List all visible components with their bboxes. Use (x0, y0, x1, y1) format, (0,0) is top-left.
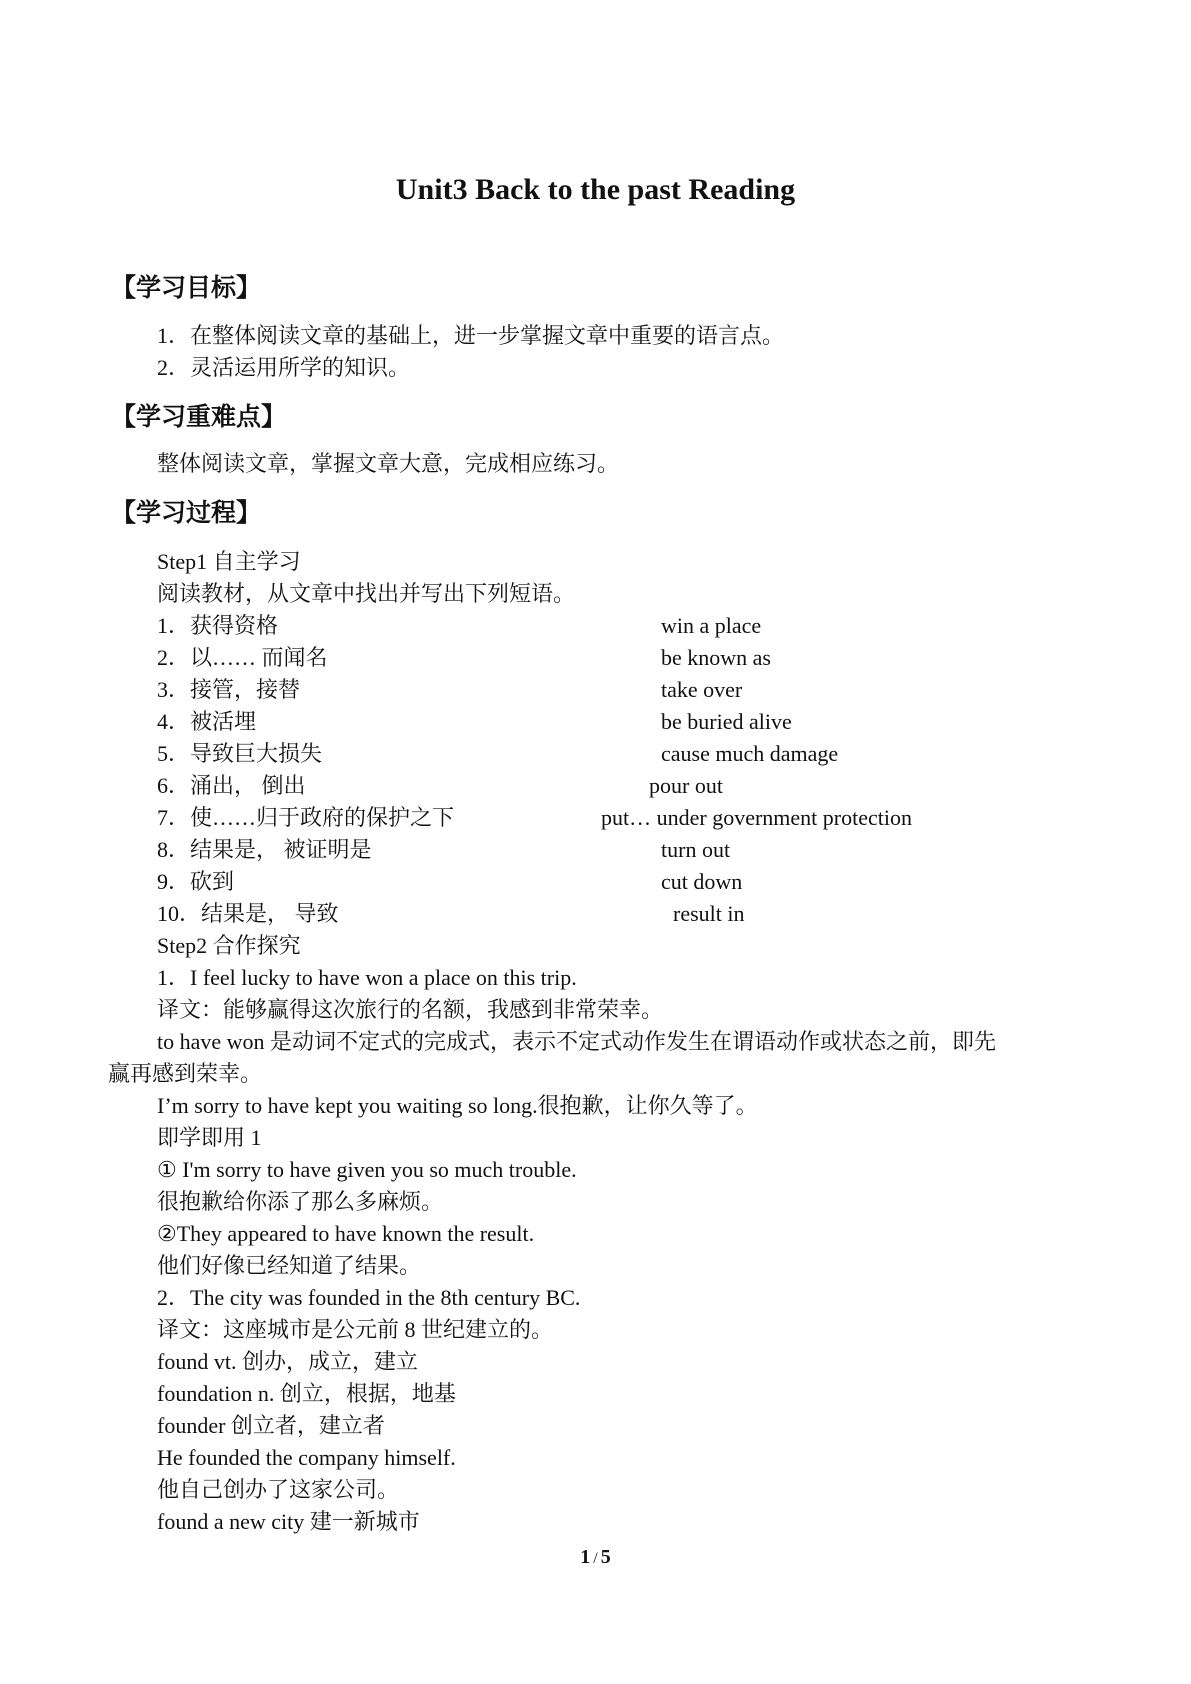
phrase-en: turn out (661, 837, 731, 862)
step2-line: 译文：能够赢得这次旅行的名额，我感到非常荣幸。 (157, 997, 664, 1022)
objective-item: 2．灵活运用所学的知识。 (157, 355, 411, 380)
step2-line: 译文：这座城市是公元前 8 世纪建立的。 (157, 1317, 554, 1342)
page-number (0, 1543, 1191, 1573)
phrase-cn: 8．结果是， 被证明是 (157, 837, 372, 862)
total-pages: 5 (600, 1546, 611, 1568)
step2-line: 1．I feel lucky to have won a place on this trip. (157, 965, 577, 990)
phrase-cn: 10．结果是， 导致 (157, 901, 339, 926)
step2-line: 2．The city was founded in the 8th century BC. (157, 1285, 581, 1310)
current-page: 1 (580, 1546, 591, 1568)
step2-line: 即学即用 1 (157, 1125, 262, 1150)
phrase-cn: 9．砍到 (157, 869, 235, 894)
step2-title: Step2 合作探究 (157, 933, 301, 958)
step2-line: ②They appeared to have known the result. (157, 1221, 535, 1246)
phrase-cn: 5．导致巨大损失 (157, 741, 323, 766)
phrase-en: win a place (661, 613, 762, 638)
step2-line: foundation n. 创立，根据，地基 (157, 1381, 456, 1406)
phrase-en: pour out (649, 773, 723, 798)
step2-line: found vt. 创办，成立，建立 (157, 1349, 418, 1374)
phrase-en: be buried alive (661, 709, 792, 734)
phrase-en: cause much damage (661, 741, 839, 766)
step2-line: found a new city 建一新城市 (157, 1509, 420, 1534)
page-separator: / (593, 1550, 598, 1567)
key-points-heading: 【学习重难点】 (111, 402, 287, 431)
phrase-en: result in (673, 901, 745, 926)
step2-line: 他自己创办了这家公司。 (157, 1477, 400, 1502)
step2-line: 很抱歉给你添了那么多麻烦。 (157, 1189, 444, 1214)
step1-title: Step1 自主学习 (157, 549, 301, 574)
phrase-en: be known as (661, 645, 771, 670)
step2-line: He founded the company himself. (157, 1445, 456, 1470)
phrase-en: take over (661, 677, 743, 702)
objectives-heading: 【学习目标】 (111, 273, 262, 302)
document-title: Unit3 Back to the past Reading (395, 173, 796, 206)
step2-line: founder 创立者，建立者 (157, 1413, 385, 1438)
step2-line: 他们好像已经知道了结果。 (157, 1253, 422, 1278)
phrase-cn: 6．涌出， 倒出 (157, 773, 306, 798)
step2-line: 赢再感到荣幸。 (108, 1061, 263, 1086)
step2-line: to have won 是动词不定式的完成式，表示不定式动作发生在谓语动作或状态之前，即先 (157, 1029, 997, 1054)
key-points-text: 整体阅读文章，掌握文章大意，完成相应练习。 (157, 451, 620, 476)
step1-instruction: 阅读教材，从文章中找出并写出下列短语。 (157, 581, 576, 606)
phrase-cn: 1．获得资格 (157, 613, 279, 638)
phrase-cn: 4．被活埋 (157, 709, 257, 734)
step2-line: I’m sorry to have kept you waiting so long.很抱歉，让你久等了。 (157, 1093, 758, 1118)
phrase-en: cut down (661, 869, 743, 894)
phrase-cn: 7．使……归于政府的保护之下 (157, 805, 455, 830)
objective-item: 1．在整体阅读文章的基础上，进一步掌握文章中重要的语言点。 (157, 323, 785, 348)
phrase-cn: 2．以…… 而闻名 (157, 645, 328, 670)
step2-line: ① I'm sorry to have given you so much trouble. (157, 1157, 577, 1182)
phrase-cn: 3．接管，接替 (157, 677, 301, 702)
process-heading: 【学习过程】 (111, 498, 262, 527)
phrase-en: put… under government protection (601, 805, 912, 830)
